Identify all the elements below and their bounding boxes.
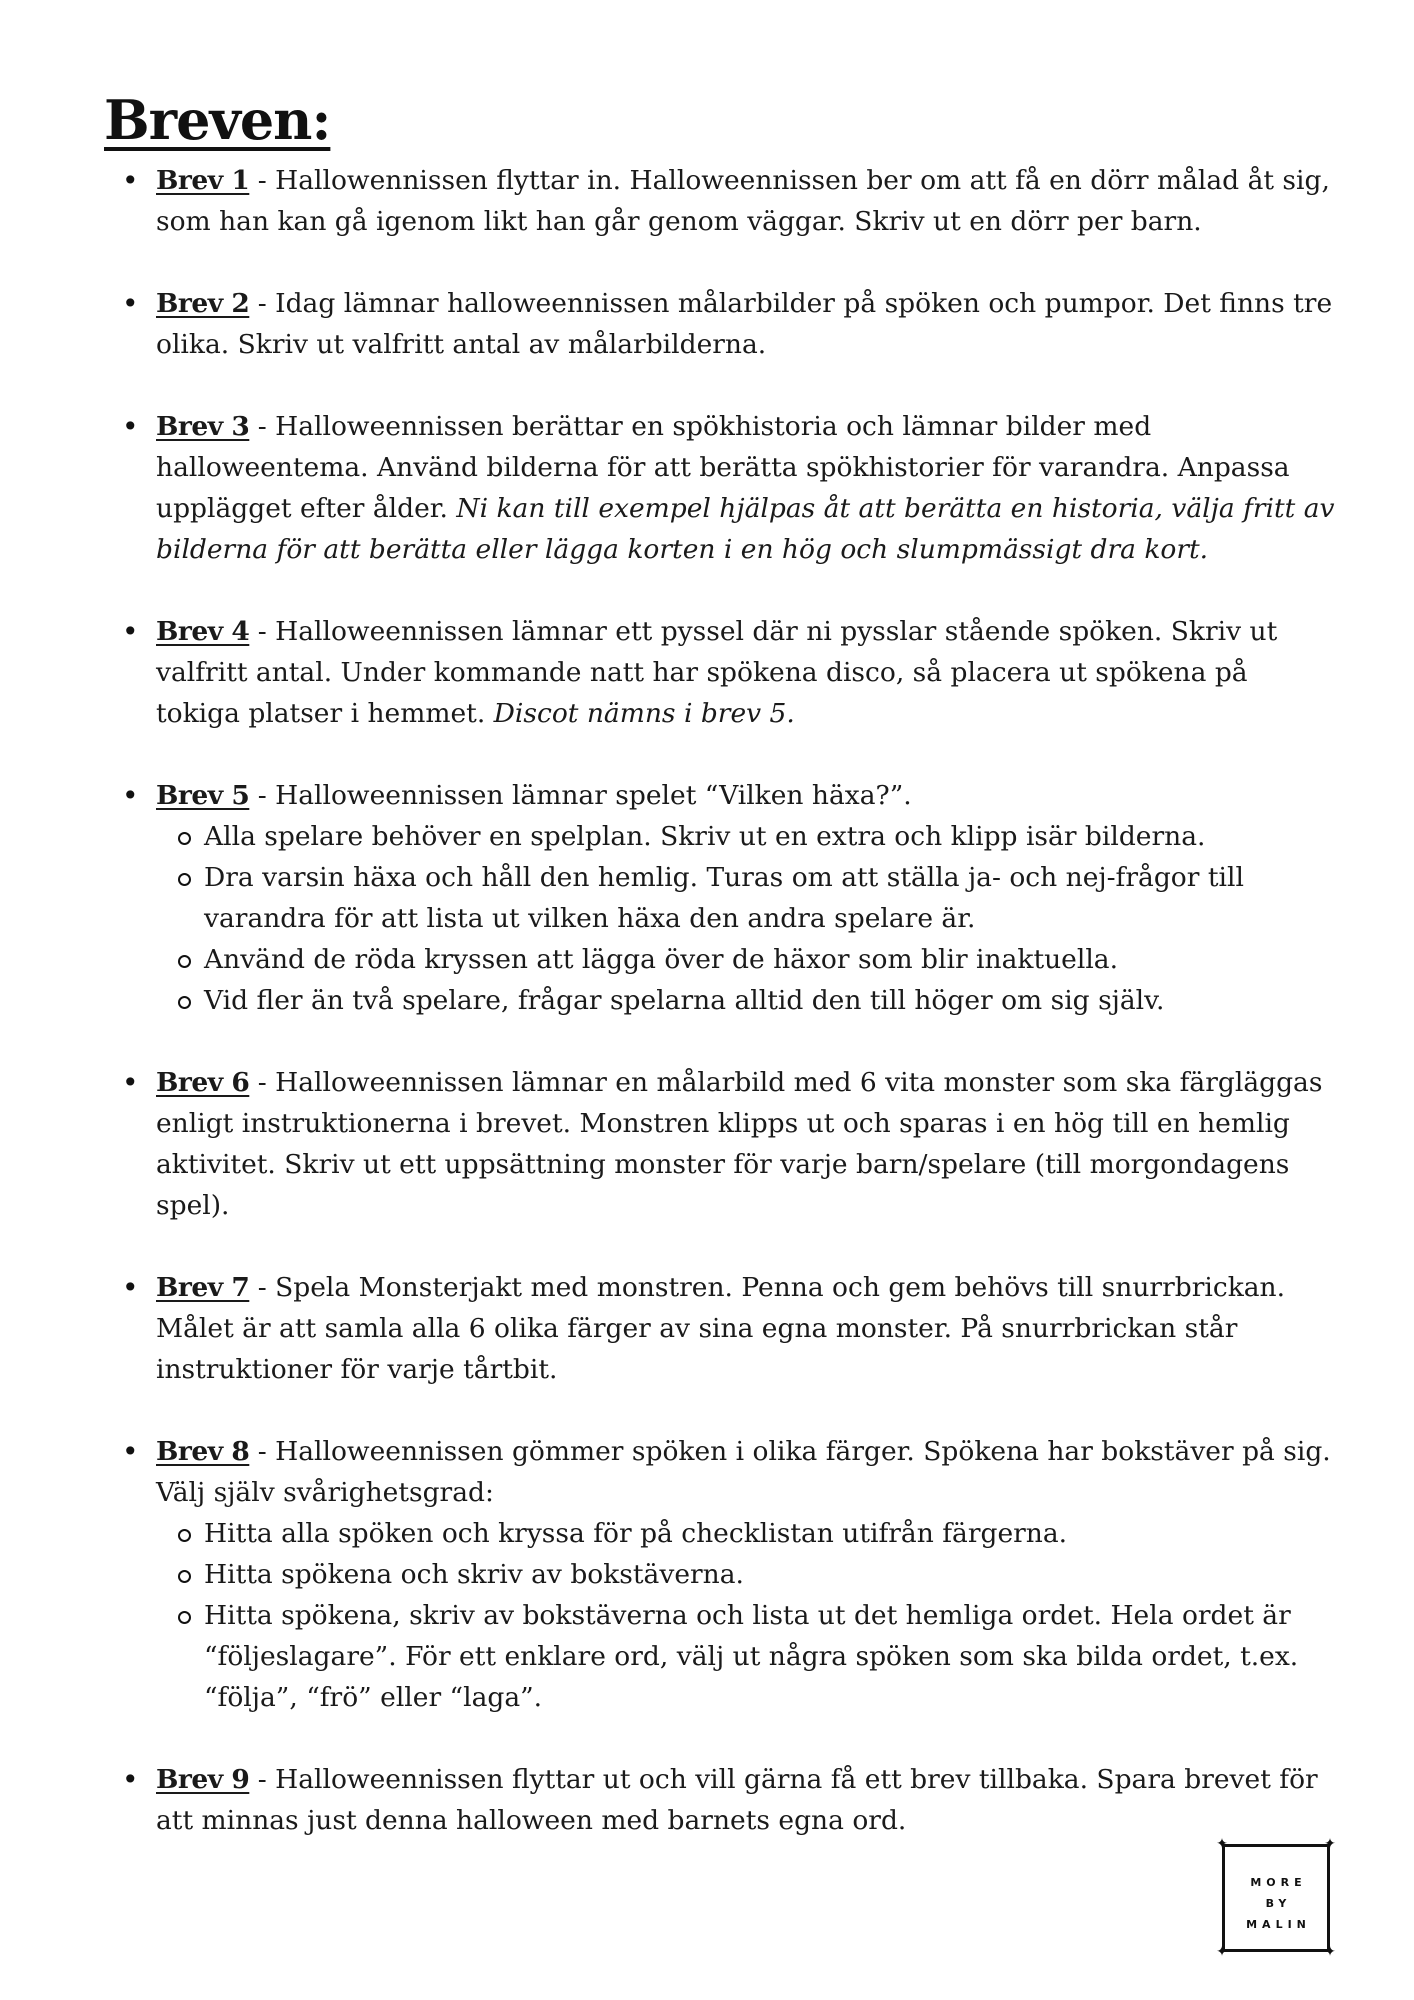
sub-list-item: Dra varsin häxa och håll den hemlig. Turas om att ställa ja- och nej-frågor till varandra för att lista ut vilken häxa den andra spelare är. (156, 857, 1338, 939)
brand-logo (1214, 1836, 1342, 1964)
sub-list-item: Använd de röda kryssen att lägga över de häxor som blir inaktuella. (156, 939, 1338, 980)
brev-text: - Hallowennissen flyttar in. Halloweennissen ber om att få en dörr målad åt sig, som han kan gå igenom likt han går genom väggar. Skriv ut en dörr per barn. (156, 165, 1330, 237)
logo-line: MORE (1250, 1876, 1307, 1889)
list-item-brev-2 (108, 283, 1338, 365)
sub-list-item: Hitta spökena och skriv av bokstäverna. (156, 1554, 1338, 1595)
sparkle-icon: ✦ (1324, 1944, 1336, 1960)
sparkle-icon: ✦ (1216, 1944, 1228, 1960)
list-item-brev-5 (108, 775, 1338, 1021)
brev-italic-note: Discot nämns i brev 5. (493, 698, 795, 729)
list-item-brev-3 (108, 406, 1338, 570)
brev-text: - Halloweennissen gömmer spöken i olika färger. Spökena har bokstäver på sig. Välj själv svårighetsgrad: (156, 1436, 1331, 1508)
brev-text: - Halloweennissen berättar en spökhistoria och lämnar bilder med halloweentema. Använd bilderna för att berätta spökhistorier för varandra. Anpassa upplägget efter ålder. (156, 411, 1290, 524)
logo-text (1222, 1872, 1330, 1935)
list-item-brev-8 (108, 1431, 1338, 1718)
sub-list-item: Hitta spökena, skriv av bokstäverna och lista ut det hemliga ordet. Hela ordet är “följeslagare”. För ett enklare ord, välj ut några spöken som ska bilda ordet, t.ex. “följa”, “frö” eller “laga”. (156, 1595, 1338, 1718)
brev-label: Brev 7 (156, 1272, 250, 1303)
brev-label: Brev 8 (156, 1436, 250, 1467)
logo-line: MALIN (1246, 1918, 1311, 1931)
brev-text: - Halloweennissen flyttar ut och vill gärna få ett brev tillbaka. Spara brevet för att minnas just denna halloween med barnets egna ord. (156, 1764, 1318, 1836)
brev-text: - Halloweennissen lämnar en målarbild med 6 vita monster som ska färgläggas enligt instruktionerna i brevet. Monstren klipps ut och sparas i en hög till en hemlig aktivitet. Skriv ut ett uppsättning monster för varje barn/spelare (till morgondagens spel). (156, 1067, 1323, 1221)
brev-label: Brev 4 (156, 616, 250, 647)
sub-list-item: Vid fler än två spelare, frågar spelarna alltid den till höger om sig själv. (156, 980, 1338, 1021)
brev-label: Brev 9 (156, 1764, 250, 1795)
logo-line: BY (1265, 1897, 1292, 1910)
letters-list (108, 160, 1338, 1882)
sparkle-icon: ✦ (1216, 1836, 1228, 1852)
list-item-brev-6 (108, 1062, 1338, 1226)
brev-label: Brev 2 (156, 288, 250, 319)
page-title: Breven: (104, 88, 331, 152)
list-item-brev-4 (108, 611, 1338, 734)
brev-text: - Halloweennissen lämnar ett pyssel där ni pysslar stående spöken. Skriv ut valfritt antal. Under kommande natt har spökena disco, så placera ut spökena på tokiga platser i hemmet. (156, 616, 1278, 729)
brev-text: - Idag lämnar halloweennissen målarbilder på spöken och pumpor. Det finns tre olika. Skriv ut valfritt antal av målarbilderna. (156, 288, 1333, 360)
sub-list-item: Alla spelare behöver en spelplan. Skriv ut en extra och klipp isär bilderna. (156, 816, 1338, 857)
brev-label: Brev 1 (156, 165, 250, 196)
sparkle-icon: ✦ (1324, 1836, 1336, 1852)
sub-list (156, 1513, 1338, 1718)
brev-italic-note: Ni kan till exempel hjälpas åt att berätta en historia, välja fritt av bilderna för att berätta eller lägga korten i en hög och slumpmässigt dra kort. (156, 493, 1335, 565)
brev-label: Brev 3 (156, 411, 250, 442)
sub-list-item: Hitta alla spöken och kryssa för på checklistan utifrån färgerna. (156, 1513, 1338, 1554)
brev-text: - Spela Monsterjakt med monstren. Penna och gem behövs till snurrbrickan. Målet är att samla alla 6 olika färger av sina egna monster. På snurrbrickan står instruktioner för varje tårtbit. (156, 1272, 1286, 1385)
brev-label: Brev 5 (156, 780, 250, 811)
brev-text: - Halloweennissen lämnar spelet “Vilken häxa?”. (249, 780, 912, 811)
brev-label: Brev 6 (156, 1067, 250, 1098)
list-item-brev-7 (108, 1267, 1338, 1390)
list-item-brev-9 (108, 1759, 1338, 1841)
sub-list (156, 816, 1338, 1021)
list-item-brev-1 (108, 160, 1338, 242)
